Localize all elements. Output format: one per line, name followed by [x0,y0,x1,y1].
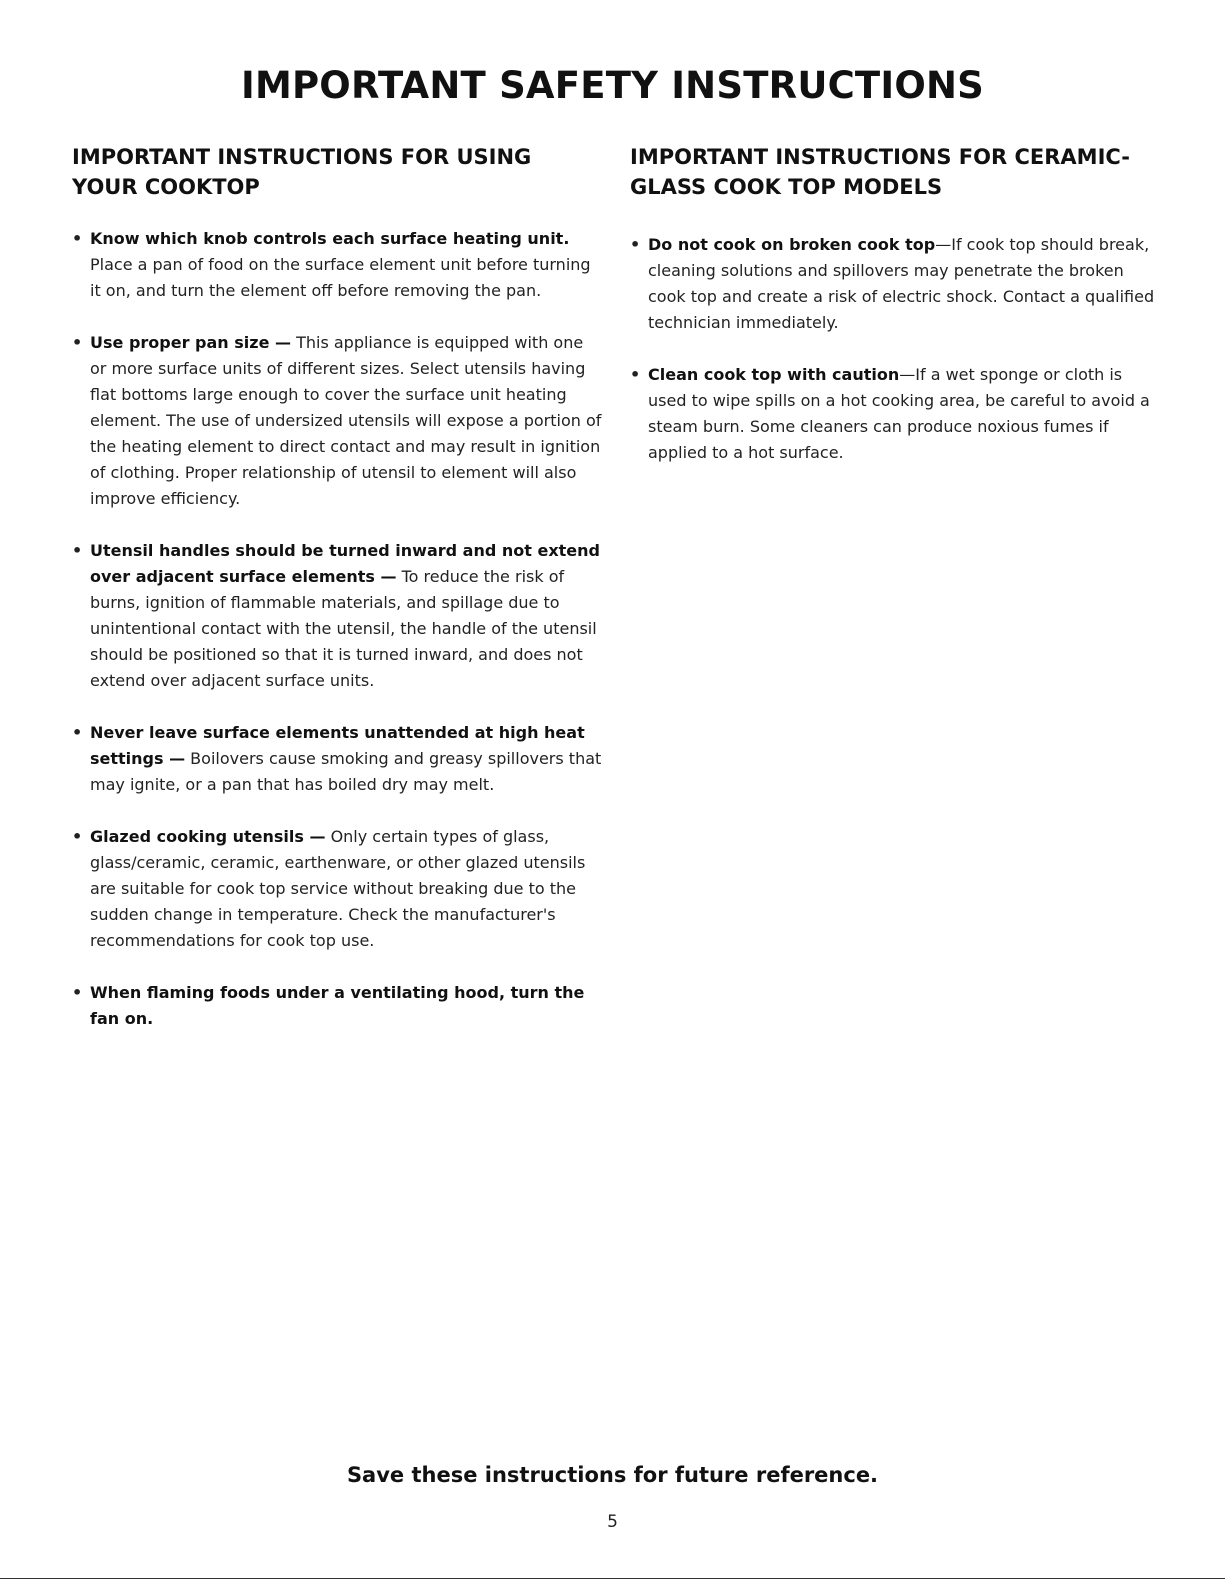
list-item [72,824,604,954]
list-item [72,980,604,1032]
bullet-lead: Glazed cooking utensils — [90,827,326,846]
bullet-lead: When flaming foods under a ventilating hood, turn the fan on. [90,983,585,1028]
page-number: 5 [607,1512,618,1532]
page-title: IMPORTANT SAFETY INSTRUCTIONS [241,64,984,107]
save-instructions-note: Save these instructions for future reference. [346,1463,879,1487]
list-item [72,330,604,512]
list-item [72,538,604,694]
bullet-lead: Use proper pan size — [90,333,291,352]
bullet-text: Boilovers cause smoking and greasy spillovers that may ignite, or a pan that has boiled dry may melt. [90,749,602,794]
bullet-text: —If a wet sponge or cloth is used to wipe spills on a hot cooking area, be careful to avoid a steam burn. Some cleaners can produce noxious fumes if applied to a hot surface. [648,365,1150,462]
bullet-lead: Know which knob controls each surface heating unit. [90,229,570,248]
ceramic-glass-instructions-list [630,232,1155,466]
list-item [72,720,604,798]
bullet-lead: Utensil handles should be turned inward and not extend over adjacent surface elements — [90,541,600,586]
section-heading-ceramic-glass: IMPORTANT INSTRUCTIONS FOR CERAMIC-GLASS COOK TOP MODELS [630,145,1130,199]
cooktop-instructions-list [72,226,604,1032]
left-column [72,142,604,1058]
list-item [630,232,1155,336]
bullet-text: Place a pan of food on the surface element unit before turning it on, and turn the element off before removing the pan. [90,255,591,300]
bullet-lead: Never leave surface elements unattended at high heat settings — [90,723,585,768]
bullet-text: —If cook top should break, cleaning solutions and spillovers may penetrate the broken cook top and create a risk of electric shock. Contact a qualified technician immediately. [648,235,1155,332]
right-column [630,142,1155,492]
list-item [630,362,1155,466]
bottom-divider [0,1578,1225,1579]
section-heading-cooktop: IMPORTANT INSTRUCTIONS FOR USING YOUR COOKTOP [72,145,532,199]
bullet-text: Only certain types of glass, glass/ceramic, ceramic, earthenware, or other glazed utensils are suitable for cook top service without breaking due to the sudden change in temperature. Check the manufacturer's recommendations for cook top use. [90,827,586,950]
bullet-lead: Clean cook top with caution [648,365,900,384]
bullet-text: To reduce the risk of burns, ignition of flammable materials, and spillage due to unintentional contact with the utensil, the handle of the utensil should be positioned so that it is turned inward, and does not extend over adjacent surface units. [90,567,597,690]
bullet-text: This appliance is equipped with one or more surface units of different sizes. Select utensils having flat bottoms large enough to cover the surface unit heating element. The use of undersized utensils will expose a portion of the heating element to direct contact and may result in ignition of clothing. Proper relationship of utensil to element will also improve efficiency. [90,333,602,508]
bullet-lead: Do not cook on broken cook top [648,235,936,254]
list-item [72,226,604,304]
